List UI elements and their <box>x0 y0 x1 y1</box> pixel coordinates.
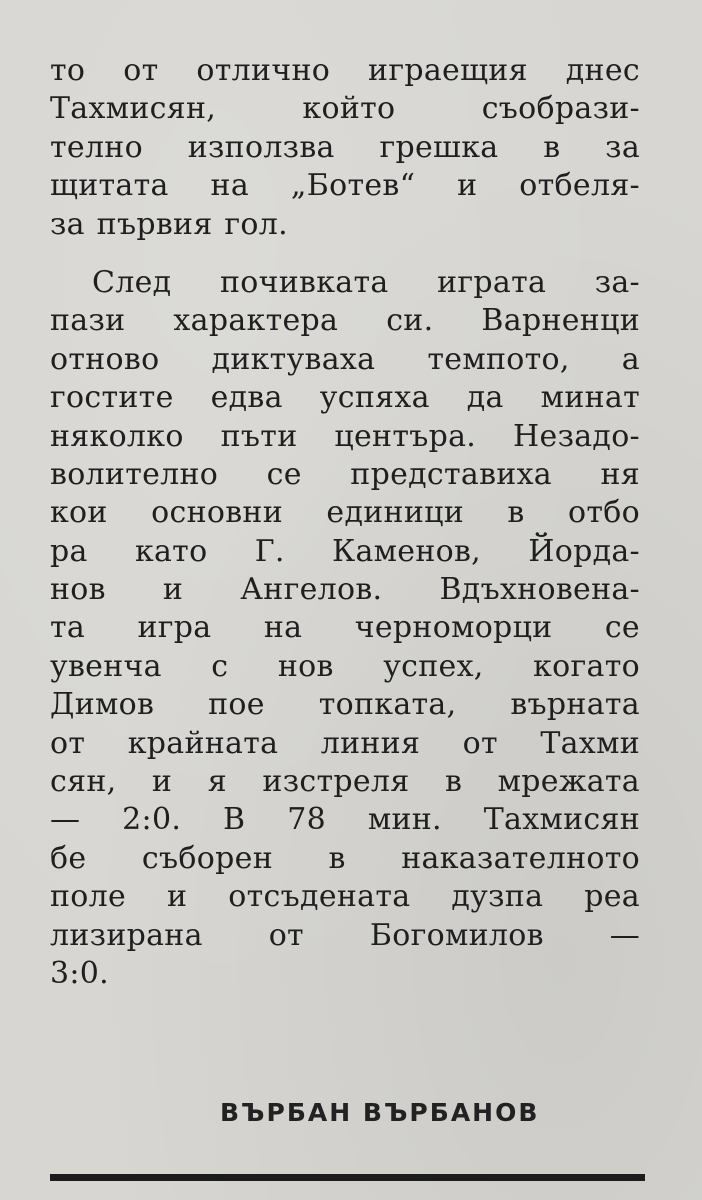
text-line: — 2:0. В 78 мин. Тахмисян <box>50 802 640 838</box>
article-text <box>50 52 640 993</box>
text-line: няколко пъти центъра. Незадо- <box>50 418 640 454</box>
paragraph-1 <box>50 52 640 244</box>
text-line: Тахмисян, който съобрази- <box>50 91 640 127</box>
text-line: кои основни единици в отбо <box>50 495 640 531</box>
text-line: След почивката играта за- <box>92 264 640 300</box>
text-line: Димов пое топката, върната <box>50 687 640 723</box>
text-line: щитата на „Ботев“ и отбеля- <box>50 168 640 204</box>
text-line: поле и отсъдената дузпа реа <box>50 879 640 915</box>
author-signature: ВЪРБАН ВЪРБАНОВ <box>220 1098 540 1127</box>
text-line: за първия гол. <box>50 206 288 242</box>
section-divider <box>50 1174 645 1181</box>
text-line: увенча с нов успех, когато <box>50 648 640 684</box>
text-line: ра като Г. Каменов, Йорда- <box>50 533 640 569</box>
text-line: та игра на черноморци се <box>50 610 640 646</box>
text-line: сян, и я изстреля в мрежата <box>50 764 640 800</box>
paragraph-2 <box>50 264 640 993</box>
text-line: от крайната линия от Тахми <box>50 725 640 761</box>
text-line: лизирана от Богомилов — <box>50 917 640 953</box>
text-line: 3:0. <box>50 955 110 991</box>
paragraph-gap <box>50 244 640 264</box>
text-line: гостите едва успяха да минат <box>50 380 640 416</box>
text-line: телно използва грешка в за <box>50 129 640 165</box>
text-line: нов и Ангелов. Вдъхновена- <box>50 572 640 608</box>
text-line: то от отлично играещия днес <box>50 53 640 88</box>
text-line: бе съборен в наказателното <box>50 840 640 876</box>
text-line: отново диктуваха темпото, а <box>50 341 640 377</box>
text-line: волително се представиха ня <box>50 456 640 492</box>
text-line: пази характера си. Варненци <box>50 303 640 339</box>
